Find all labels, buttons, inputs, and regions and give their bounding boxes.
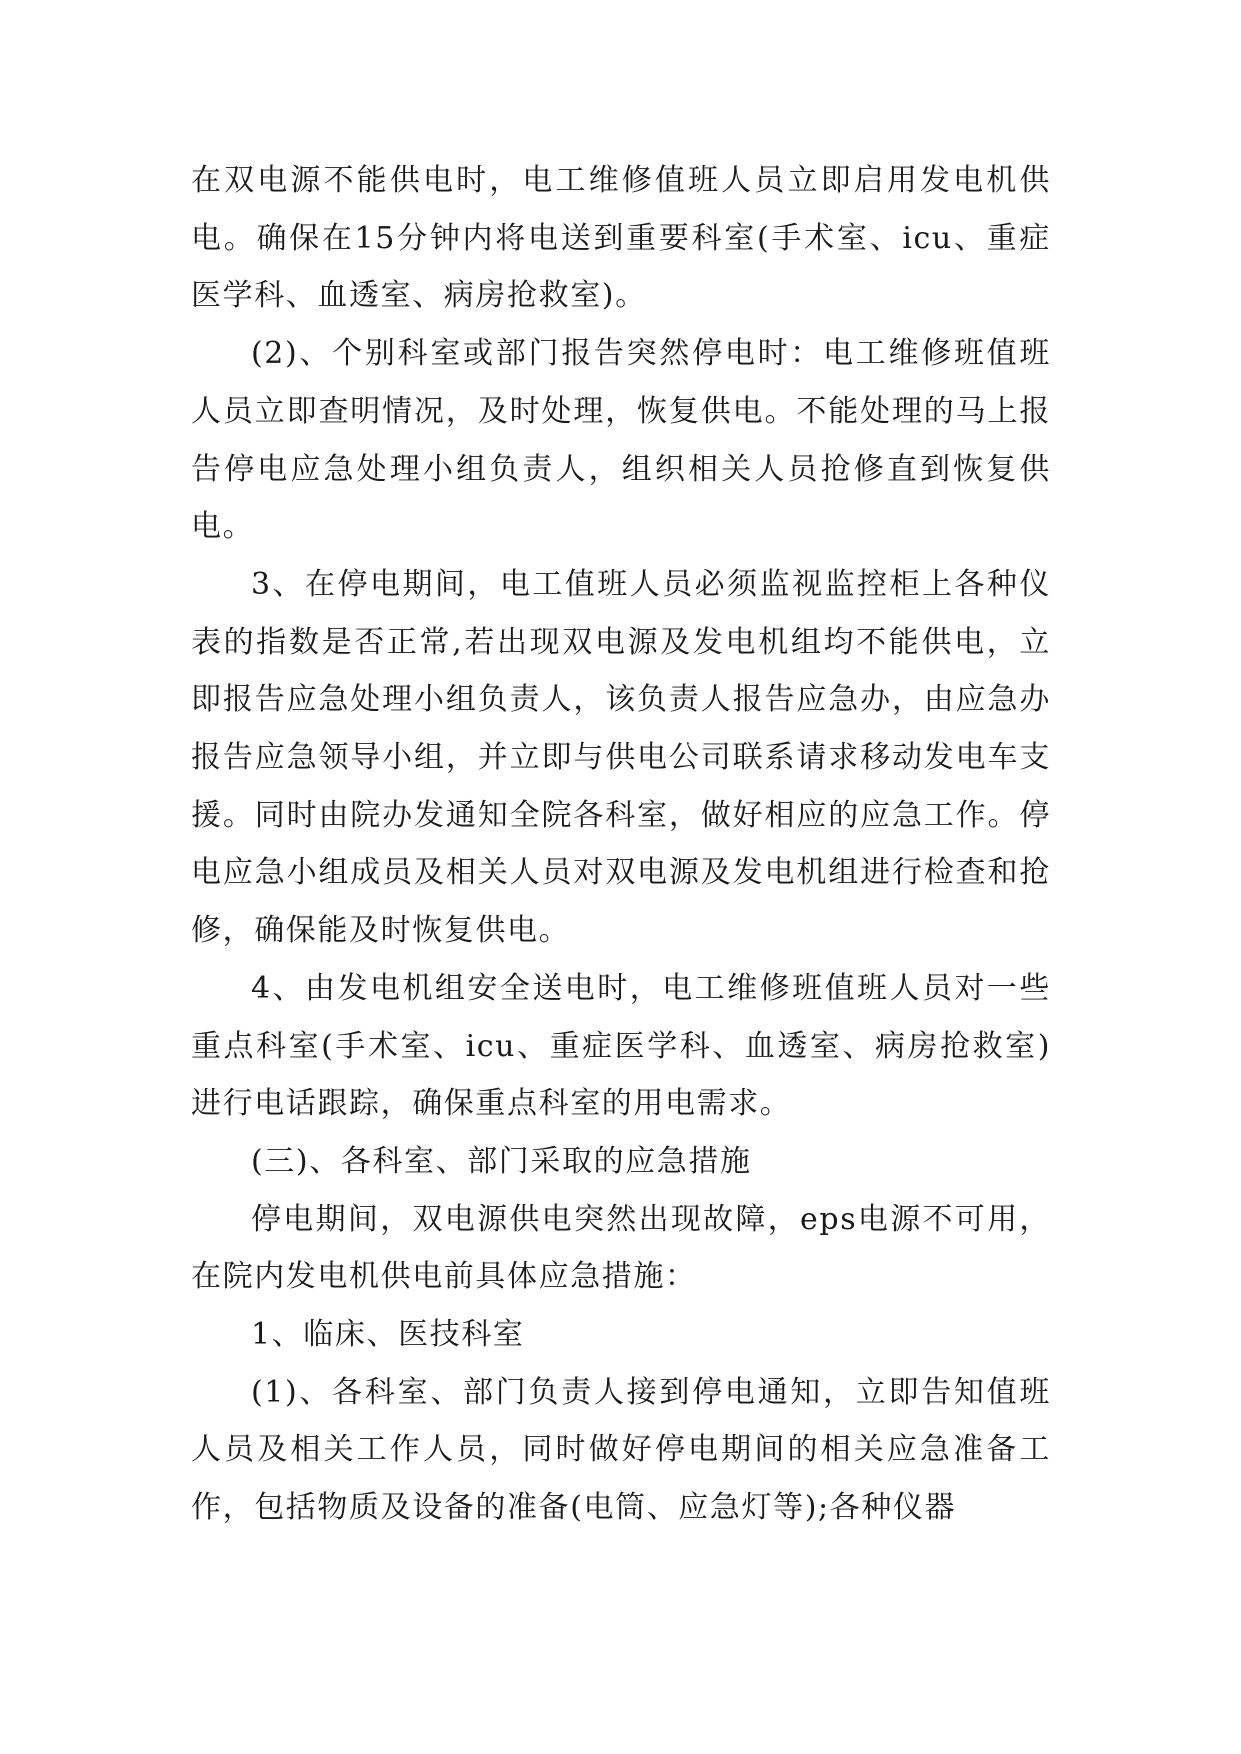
paragraph-2: (2)、个别科室或部门报告突然停电时：电工维修班值班人员立即查明情况，及时处理，恢复供电。不能处理的马上报告停电应急处理小组负责人，组织相关人员抢修直到恢复供电。 xyxy=(191,336,1051,545)
section-heading: (三)、各科室、部门采取的应急措施 xyxy=(251,1143,752,1179)
paragraph-3: 3、在停电期间，电工值班人员必须监视监控柜上各种仪表的指数是否正常,若出现双电源及发电机组均不能供电，立即报告应急处理小组负责人，该负责人报告应急办，由应急办报告应急领导小组，并立即与供电公司联系请求移动发电车支援。同时由院办发通知全院各科室，做好相应的应急工作。停电应急小组成员及相关人员对双电源及发电机组进行检查和抢修，确保能及时恢复供电。 xyxy=(191,566,1051,949)
paragraph-4: 4、由发电机组安全送电时，电工维修班值班人员对一些重点科室(手术室、icu、重症医学科、血透室、病房抢救室)进行电话跟踪，确保重点科室的用电需求。 xyxy=(191,970,1051,1122)
paragraph-6: (1)、各科室、部门负责人接到停电通知，立即告知值班人员及相关工作人员，同时做好停电期间的相关应急准备工作，包括物质及设备的准备(电筒、应急灯等);各种仪器 xyxy=(191,1374,1051,1526)
document-body xyxy=(191,152,1051,1537)
paragraph-1: 在双电源不能供电时，电工维修值班人员立即启用发电机供电。确保在15分钟内将电送到重要科室(手术室、icu、重症医学科、血透室、病房抢救室)。 xyxy=(191,163,1051,314)
subsection-heading: 1、临床、医技科室 xyxy=(251,1317,525,1353)
paragraph-5: 停电期间，双电源供电突然出现故障，eps电源不可用，在院内发电机供电前具体应急措施： xyxy=(191,1201,1051,1295)
